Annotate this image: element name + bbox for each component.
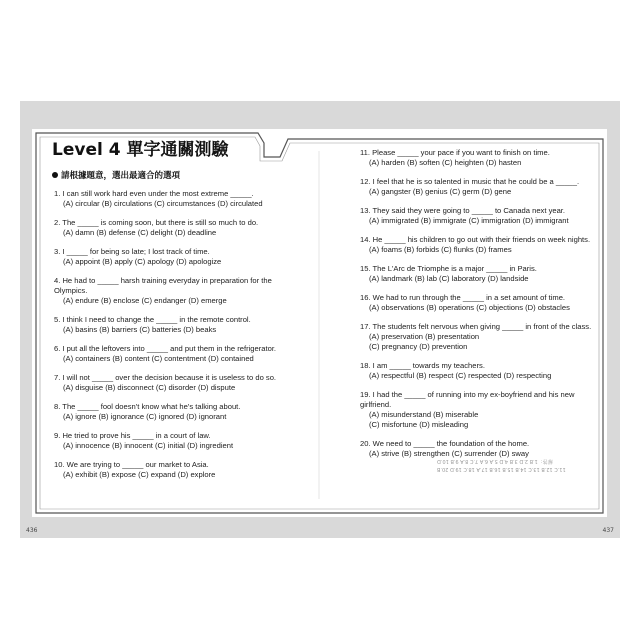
question-stem: 3. I _____ for being so late; I lost track of time. xyxy=(54,247,210,256)
question-stem: 17. The students felt nervous when giving _____ in front of the class. xyxy=(360,322,592,331)
question-options: (A) observations (B) operations (C) objections (D) obstacles xyxy=(369,303,570,312)
answer-key xyxy=(437,457,587,473)
question-options: (A) circular (B) circulations (C) circumstances (D) circulated xyxy=(63,199,263,208)
question-options: (A) disguise (B) disconnect (C) disorder (D) dispute xyxy=(63,383,236,392)
question-stem: 1. I can still work hard even under the most extreme _____. xyxy=(54,189,254,198)
question-stem: 4. He had to _____ harsh training everyday in preparation for the Olympics. xyxy=(54,276,272,295)
question-stem: 16. We had to run through the _____ in a set amount of time. xyxy=(360,293,566,302)
question-stem: 5. I think I need to change the _____ in the remote control. xyxy=(54,315,251,324)
question-item xyxy=(54,315,304,335)
question-options: (A) containers (B) content (C) contentment (D) contained xyxy=(63,354,254,363)
answer-key-line: 11.C 12.B 13.C 14.B 15.B 16.B 17.A 18.C 19.D 20.B xyxy=(437,466,566,472)
question-item xyxy=(360,264,600,284)
question-options: (A) ignore (B) ignorance (C) ignored (D) ignorant xyxy=(63,412,227,421)
bullet-icon xyxy=(52,172,58,178)
question-item xyxy=(54,276,304,306)
question-options: (A) endure (B) enclose (C) endanger (D) emerge xyxy=(63,296,227,305)
question-item xyxy=(54,460,304,480)
question-stem: 18. I am _____ towards my teachers. xyxy=(360,361,485,370)
question-stem: 13. They said they were going to _____ to Canada next year. xyxy=(360,206,566,215)
question-options: (A) innocence (B) innocent (C) initial (D) ingredient xyxy=(63,441,234,450)
question-options: (A) appoint (B) apply (C) apology (D) apologize xyxy=(63,257,222,266)
page-number-left: 436 xyxy=(26,527,38,534)
question-stem: 9. He tried to prove his _____ in a court of law. xyxy=(54,431,211,440)
question-item xyxy=(360,235,600,255)
question-item xyxy=(54,247,304,267)
question-stem: 19. I had the _____ of running into my ex-boyfriend and his new girlfriend. xyxy=(360,390,575,409)
question-stem: 2. The _____ is coming soon, but there is still so much to do. xyxy=(54,218,259,227)
question-options: (A) basins (B) barriers (C) batteries (D) beaks xyxy=(63,325,217,334)
question-stem: 15. The L'Arc de Triomphe is a major _____ in Paris. xyxy=(360,264,537,273)
page-title: Level 4 單字通關測驗 xyxy=(52,140,229,160)
question-options: (A) harden (B) soften (C) heighten (D) hasten xyxy=(369,158,522,167)
question-item xyxy=(54,344,304,364)
question-item xyxy=(360,361,600,381)
instruction xyxy=(52,169,180,181)
question-item xyxy=(360,177,600,197)
answer-key-line: 解答：1.B 2.D 3.B 4.D 5.A 6.A 7.C 8.A 9.B 10.D xyxy=(437,458,553,464)
question-options: (A) gangster (B) genius (C) germ (D) gene xyxy=(369,187,512,196)
question-stem: 20. We need to _____ the foundation of the home. xyxy=(360,439,530,448)
question-item xyxy=(360,148,600,168)
question-item xyxy=(54,431,304,451)
question-stem: 12. I feel that he is so talented in music that he could be a _____. xyxy=(360,177,580,186)
question-item xyxy=(360,322,600,352)
question-options: (C) pregnancy (D) prevention xyxy=(369,342,468,351)
question-item xyxy=(360,206,600,226)
question-stem: 10. We are trying to _____ our market to Asia. xyxy=(54,460,209,469)
question-item xyxy=(54,402,304,422)
question-options: (A) foams (B) forbids (C) flunks (D) frames xyxy=(369,245,512,254)
question-options: (A) strive (B) strengthen (C) surrender (D) sway xyxy=(369,449,529,458)
question-item xyxy=(54,189,304,209)
question-options: (A) immigrated (B) immigrate (C) immigration (D) immigrant xyxy=(369,216,569,225)
question-stem: 8. The _____ fool doesn't know what he's talking about. xyxy=(54,402,241,411)
question-stem: 7. I will not _____ over the decision because it is useless to do so. xyxy=(54,373,277,382)
question-item xyxy=(360,439,600,459)
question-options: (A) misunderstand (B) miserable xyxy=(369,410,479,419)
question-item xyxy=(54,373,304,393)
page-number-right: 437 xyxy=(602,527,614,534)
question-stem: 14. He _____ his children to go out with their friends on week nights. xyxy=(360,235,591,244)
question-options: (A) damn (B) defense (C) delight (D) deadline xyxy=(63,228,217,237)
question-item xyxy=(360,390,600,430)
instruction-text: 請根據題意，選出最適合的選項 xyxy=(61,171,181,181)
question-options: (A) landmark (B) lab (C) laboratory (D) landside xyxy=(369,274,529,283)
question-item xyxy=(360,293,600,313)
question-options: (A) preservation (B) presentation xyxy=(369,332,480,341)
question-options: (C) misfortune (D) misleading xyxy=(369,420,469,429)
question-options: (A) exhibit (B) expose (C) expand (D) explore xyxy=(63,470,216,479)
question-stem: 6. I put all the leftovers into _____ and put them in the refrigerator. xyxy=(54,344,277,353)
question-item xyxy=(54,218,304,238)
book-spread xyxy=(20,101,620,538)
question-options: (A) respectful (B) respect (C) respected (D) respecting xyxy=(369,371,552,380)
question-stem: 11. Please _____ your pace if you want to finish on time. xyxy=(360,148,550,157)
quiz-card xyxy=(32,129,607,517)
